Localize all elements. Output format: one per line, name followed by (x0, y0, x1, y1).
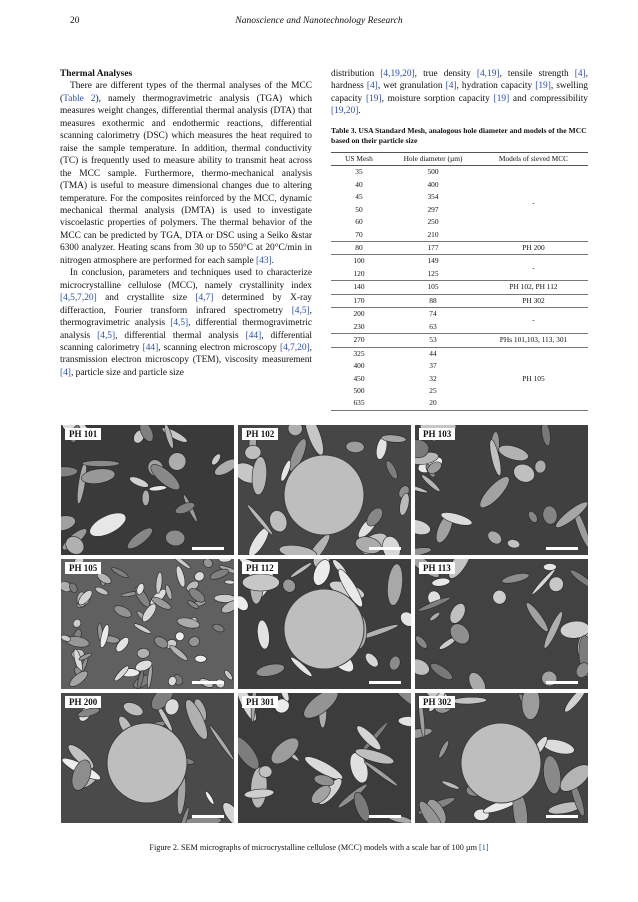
figure-caption-text: Figure 2. SEM micrographs of microcrystalline cellulose (MCC) models with a scale bar of 100 µm (149, 843, 480, 852)
table-row (331, 334, 588, 347)
sem-panel (238, 425, 411, 555)
diameter-cell: 25 (429, 385, 437, 395)
thermal-paragraph (60, 80, 312, 267)
scale-bar (546, 815, 578, 818)
sem-panel (61, 693, 234, 823)
scale-bar (369, 547, 401, 550)
diameter-cell: 32 (429, 373, 437, 383)
panel-label: PH 102 (242, 428, 278, 440)
panel-label: PH 113 (419, 562, 455, 574)
body-text: , hydration capacity (456, 81, 536, 92)
body-text: . (271, 255, 274, 266)
body-text: ), namely thermogravimetric analysis (TGA) which measures weight changes, differential thermal analysis (DTA) that measures exothermic and endothermic reactions, differential scanning calorimetry (DSC) which measures the heat required to raise the sample temperature. In addition, thermal conductivity (TC) is frequently used to measure ability to transmit heat across the MCC sample. Furthermore, thermo-mechanical analysis (TMA) is useful to measure dimensional changes due to altering temperature. For the composites reinforced by the MCC, dynamic mechanical thermal analysis (DMTA) is used to investigate viscoelastic properties of polymers. The thermal behavior of the MCC can be predicted by TGA, DTA or DSC using a Seiko &star 6300 analyzer. Heating scans from 30 up to 550°C at 20°C/min in nitrogen atmosphere are performed for each sample (60, 93, 313, 266)
citation-link[interactable]: [4,5] (170, 318, 189, 329)
mesh-cell: 50 (355, 204, 363, 214)
table-row (331, 308, 588, 321)
citation-link[interactable]: [4,7] (195, 293, 214, 304)
mesh-cell: 120 (331, 268, 387, 281)
figure-caption (0, 843, 638, 852)
scale-bar (192, 547, 224, 550)
mesh-cell: 60 (355, 217, 363, 227)
diameter-cell: 250 (427, 217, 439, 227)
section-title: Thermal Analyses (60, 69, 133, 79)
sem-panel (415, 559, 588, 689)
diameter-cell: 354 (427, 192, 439, 202)
sem-panel (61, 559, 234, 689)
diameter-cell: 74 (429, 309, 437, 319)
diameter-cell: 53 (387, 334, 479, 347)
mesh-table (331, 152, 588, 411)
page-number: 20 (70, 16, 80, 26)
mesh-cell: 40 (355, 179, 363, 189)
body-text: , differential thermogravimetric analysis (60, 318, 312, 341)
panel-label: PH 200 (65, 696, 101, 708)
diameter-cell: 149 (427, 256, 439, 266)
citation-link[interactable]: Table 2 (63, 93, 96, 104)
mesh-cell: 325 (353, 348, 365, 358)
mesh-cell: 35 (355, 167, 363, 177)
mesh-cell: 45 (355, 192, 363, 202)
citation-link[interactable]: [44] (142, 342, 159, 353)
mesh-cell: 230 (331, 321, 387, 334)
continued-paragraph (331, 68, 588, 118)
body-text: determined by X-ray differaction, Fourier transform infrared spectrometry (60, 293, 312, 316)
diameter-cell: 297 (427, 204, 439, 214)
sem-panel (415, 693, 588, 823)
mesh-cell: 140 (331, 281, 387, 294)
diameter-cell: 177 (387, 241, 479, 254)
scale-bar (369, 815, 401, 818)
right-column (331, 68, 588, 411)
citation-link[interactable]: [4] (445, 81, 457, 92)
body-text: . (358, 106, 361, 117)
body-text: , hardness (331, 69, 588, 92)
mesh-cell: 400 (353, 361, 365, 371)
sem-panel (415, 425, 588, 555)
left-column (60, 68, 312, 379)
table-row (331, 347, 588, 360)
body-text: , thermogravimetric analysis (60, 305, 312, 329)
diameter-cell: 88 (387, 294, 479, 307)
panel-label: PH 101 (65, 428, 101, 440)
table-header: Hole diameter (µm) (387, 152, 479, 165)
body-text: , particle size and particle size (70, 367, 184, 378)
citation-link[interactable]: [44] (245, 330, 262, 341)
scale-bar (369, 681, 401, 684)
mesh-cell: 80 (331, 241, 387, 254)
body-text: and crystallite size (96, 293, 196, 304)
diameter-cell: 37 (429, 361, 437, 371)
citation-link[interactable]: [4,5,7,20] (60, 293, 97, 304)
citation-link[interactable]: [4,19] (476, 69, 500, 79)
diameter-cell: 500 (427, 167, 439, 177)
body-text: , differential thermal analysis (115, 330, 246, 341)
panel-label: PH 112 (242, 562, 278, 574)
body-text: and compressibility (509, 93, 588, 104)
micrograph-image (61, 559, 234, 689)
body-text: distribution (331, 69, 381, 79)
diameter-cell: 125 (387, 268, 479, 281)
mesh-cell: 635 (331, 397, 387, 410)
body-text: , differential scanning calorimetry (60, 330, 312, 353)
table-header: Models of sieved MCC (479, 152, 588, 165)
citation-link[interactable]: [4,7,20] (279, 342, 310, 353)
micrograph-image (238, 425, 411, 555)
body-text: In conclusion, parameters and techniques used to characterize microcrystalline cellulose (MCC), namely crystallinity index (60, 268, 312, 291)
mesh-cell: 100 (353, 256, 365, 266)
scale-bar (192, 681, 224, 684)
micrograph-image (238, 693, 411, 823)
citation-link[interactable]: [4] (60, 367, 71, 378)
micrograph-image (238, 559, 411, 689)
table-row (331, 281, 588, 294)
model-cell: - (479, 308, 588, 334)
conclusion-paragraph (60, 267, 312, 379)
mesh-cell: 170 (331, 294, 387, 307)
mesh-cell: 200 (353, 309, 365, 319)
mesh-cell: 70 (331, 229, 387, 242)
scale-bar (546, 681, 578, 684)
sem-panel (61, 425, 234, 555)
panel-label: PH 302 (419, 696, 455, 708)
body-text: , tensile strength (499, 69, 575, 79)
citation-link[interactable]: [4,5] (291, 305, 310, 316)
table-header: US Mesh (331, 152, 387, 165)
micrograph-image (61, 425, 234, 555)
citation-link[interactable]: [19,20] (331, 106, 359, 117)
sem-panel (238, 693, 411, 823)
diameter-cell: 400 (427, 179, 439, 189)
figure-caption-ref[interactable]: [1] (479, 843, 489, 852)
panel-label: PH 105 (65, 562, 101, 574)
diameter-cell: 20 (387, 397, 479, 410)
table-row (331, 255, 588, 268)
diameter-cell: 44 (429, 348, 437, 358)
sem-figure (61, 425, 589, 825)
scale-bar (192, 815, 224, 818)
citation-link[interactable]: [4,5] (97, 330, 116, 341)
model-cell: PH 200 (479, 241, 588, 254)
citation-link[interactable]: [19] (365, 93, 382, 104)
diameter-cell: 105 (387, 281, 479, 294)
mesh-cell: 270 (331, 334, 387, 347)
citation-link[interactable]: [4] (366, 81, 378, 92)
scale-bar (546, 547, 578, 550)
mesh-cell: 450 (353, 373, 365, 383)
table-caption: Table 3. USA Standard Mesh, analogous hole diameter and models of the MCC based on their particle size (331, 125, 587, 146)
sem-panel (238, 559, 411, 689)
diameter-cell: 63 (387, 321, 479, 334)
citation-link[interactable]: [43] (256, 255, 272, 266)
citation-link[interactable]: [19] (493, 93, 510, 104)
model-cell: PH 105 (479, 347, 588, 410)
micrograph-image (61, 693, 234, 823)
body-text: , scanning electron microscopy (158, 342, 280, 353)
model-cell: PHs 101,103, 113, 301 (479, 334, 588, 347)
body-text: , transmission electron microscopy (TEM), viscosity measurement (60, 342, 312, 366)
body-text: , swelling capacity (331, 81, 588, 104)
panel-label: PH 301 (242, 696, 278, 708)
micrograph-image (415, 425, 588, 555)
body-text: , true density (414, 69, 477, 79)
journal-title: Nanoscience and Nanotechnology Research (235, 16, 403, 26)
citation-link[interactable]: [19] (535, 81, 551, 92)
diameter-cell: 210 (387, 229, 479, 242)
body-text: There are different types of the thermal analyses of the MCC ( (60, 81, 312, 104)
model-cell: - (479, 255, 588, 281)
citation-link[interactable]: [4,19,20] (380, 69, 415, 79)
table-row (331, 294, 588, 307)
micrograph-image (415, 559, 588, 689)
page-header (0, 16, 638, 30)
table-row (331, 166, 588, 179)
model-cell: PH 102, PH 112 (479, 281, 588, 294)
micrograph-image (415, 693, 588, 823)
table-row (331, 241, 588, 254)
panel-label: PH 103 (419, 428, 455, 440)
model-cell: - (479, 166, 588, 242)
model-cell: PH 302 (479, 294, 588, 307)
body-text: , wet granulation (377, 81, 446, 92)
citation-link[interactable]: [4] (574, 69, 586, 79)
mesh-cell: 500 (353, 385, 365, 395)
body-text: , moisture sorption capacity (381, 93, 494, 104)
